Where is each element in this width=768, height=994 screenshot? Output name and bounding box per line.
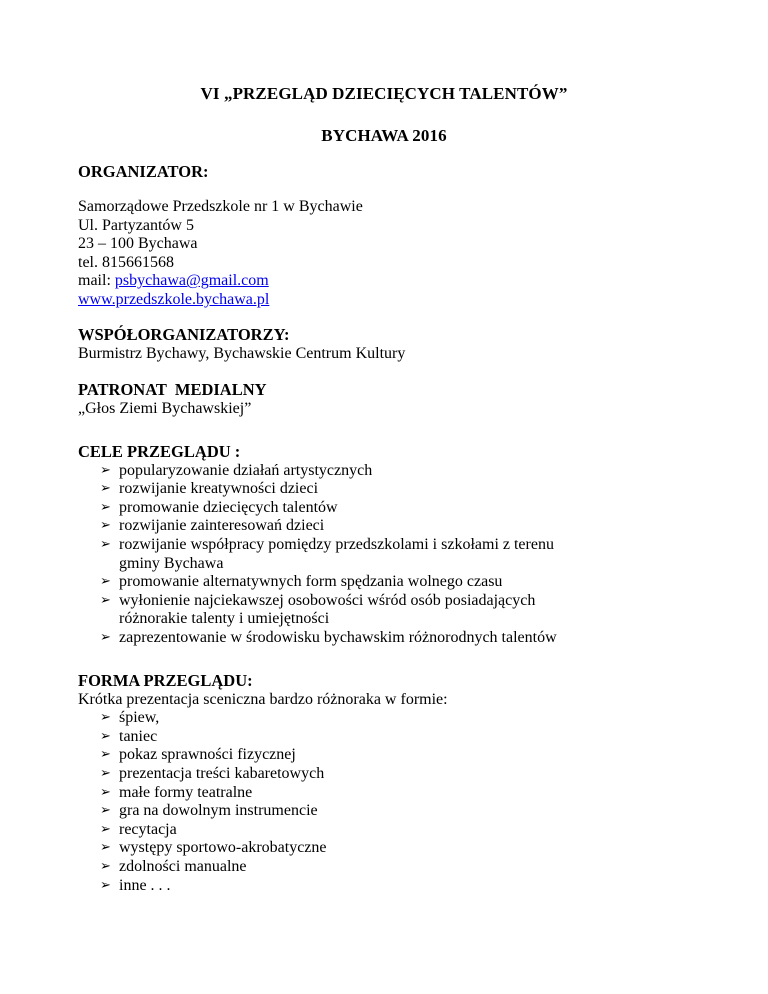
arrowhead-bullet-icon: ➢ (100, 821, 111, 837)
goals-section (78, 443, 718, 648)
media-text: „Głos Ziemi Bychawskiej” (78, 399, 252, 417)
arrowhead-bullet-icon: ➢ (100, 747, 111, 763)
media-section (78, 381, 718, 418)
list-item: ➢ promowanie dziecięcych talentów (100, 498, 338, 516)
arrowhead-bullet-icon: ➢ (100, 629, 111, 645)
organizer-mail-line (78, 272, 718, 291)
form-list (78, 709, 718, 895)
list-item: ➢ małe formy teatralne (100, 783, 253, 801)
arrowhead-bullet-icon: ➢ (100, 481, 111, 497)
arrowhead-bullet-icon: ➢ (100, 592, 111, 608)
list-item: ➢ recytacja (100, 820, 177, 838)
list-item: ➢ gra na dowolnym instrumencie (100, 802, 318, 820)
arrowhead-bullet-icon: ➢ (100, 536, 111, 552)
form-intro: Krótka prezentacja sceniczna bardzo różnoraka w formie: (78, 690, 448, 708)
goals-list (78, 462, 718, 648)
arrowhead-bullet-icon: ➢ (100, 858, 111, 874)
list-item: ➢ wyłonienie najciekawszej osobowości wśród osób posiadających różnorakie talenty i umiejętności (100, 591, 536, 628)
list-item: ➢ taniec (100, 727, 158, 745)
arrowhead-bullet-icon: ➢ (100, 877, 111, 893)
organizer-phone: tel. 815661568 (78, 253, 174, 271)
arrowhead-bullet-icon: ➢ (100, 803, 111, 819)
list-item: ➢ prezentacja treści kabaretowych (100, 764, 325, 782)
arrowhead-bullet-icon: ➢ (100, 765, 111, 781)
document-subtitle: BYCHAWA 2016 (321, 126, 447, 145)
coorganizers-heading: WSPÓŁORGANIZATORZY: (78, 325, 290, 344)
organizer-street: Ul. Partyzantów 5 (78, 216, 194, 234)
arrowhead-bullet-icon: ➢ (100, 499, 111, 515)
arrowhead-bullet-icon: ➢ (100, 462, 111, 478)
list-item: ➢ rozwijanie zainteresowań dzieci (100, 517, 325, 535)
organizer-postal: 23 – 100 Bychawa (78, 235, 198, 253)
form-heading: FORMA PRZEGLĄDU: (78, 671, 253, 690)
list-item: ➢ rozwijanie współpracy pomiędzy przedszkolami i szkołami z terenu gminy Bychawa (100, 535, 554, 572)
coorganizers-section (78, 326, 718, 363)
mail-label: mail: (78, 272, 115, 290)
arrowhead-bullet-icon: ➢ (100, 518, 111, 534)
list-item: ➢ zaprezentowanie w środowisku bychawskim różnorodnych talentów (100, 628, 557, 646)
list-item: ➢ popularyzowanie działań artystycznych (100, 461, 373, 479)
arrowhead-bullet-icon: ➢ (100, 840, 111, 856)
website-line (78, 291, 718, 310)
list-item: ➢ pokaz sprawności fizycznej (100, 746, 296, 764)
list-item: ➢ rozwijanie kreatywności dzieci (100, 480, 319, 498)
website-link[interactable]: www.przedszkole.bychawa.pl (78, 290, 270, 308)
list-item: ➢ śpiew, (100, 709, 160, 727)
list-item: ➢ promowanie alternatywnych form spędzania wolnego czasu (100, 573, 503, 591)
organizer-details (78, 198, 718, 310)
coorganizers-text: Burmistrz Bychawy, Bychawskie Centrum Kultury (78, 344, 406, 362)
list-item: ➢ występy sportowo-akrobatyczne (100, 839, 327, 857)
document-title: VI „PRZEGLĄD DZIECIĘCYCH TALENTÓW” (200, 84, 568, 103)
organizer-section (78, 163, 718, 182)
arrowhead-bullet-icon: ➢ (100, 784, 111, 800)
arrowhead-bullet-icon: ➢ (100, 574, 111, 590)
goals-heading: CELE PRZEGLĄDU : (78, 442, 241, 461)
list-item: ➢ inne . . . (100, 876, 171, 894)
organizer-heading: ORGANIZATOR: (78, 162, 209, 181)
arrowhead-bullet-icon: ➢ (100, 710, 111, 726)
list-item: ➢ zdolności manualne (100, 857, 247, 875)
media-heading: PATRONAT MEDIALNY (78, 380, 267, 399)
email-link[interactable]: psbychawa@gmail.com (114, 272, 269, 290)
arrowhead-bullet-icon: ➢ (100, 728, 111, 744)
organizer-name: Samorządowe Przedszkole nr 1 w Bychawie (78, 198, 363, 215)
form-section (78, 672, 718, 895)
